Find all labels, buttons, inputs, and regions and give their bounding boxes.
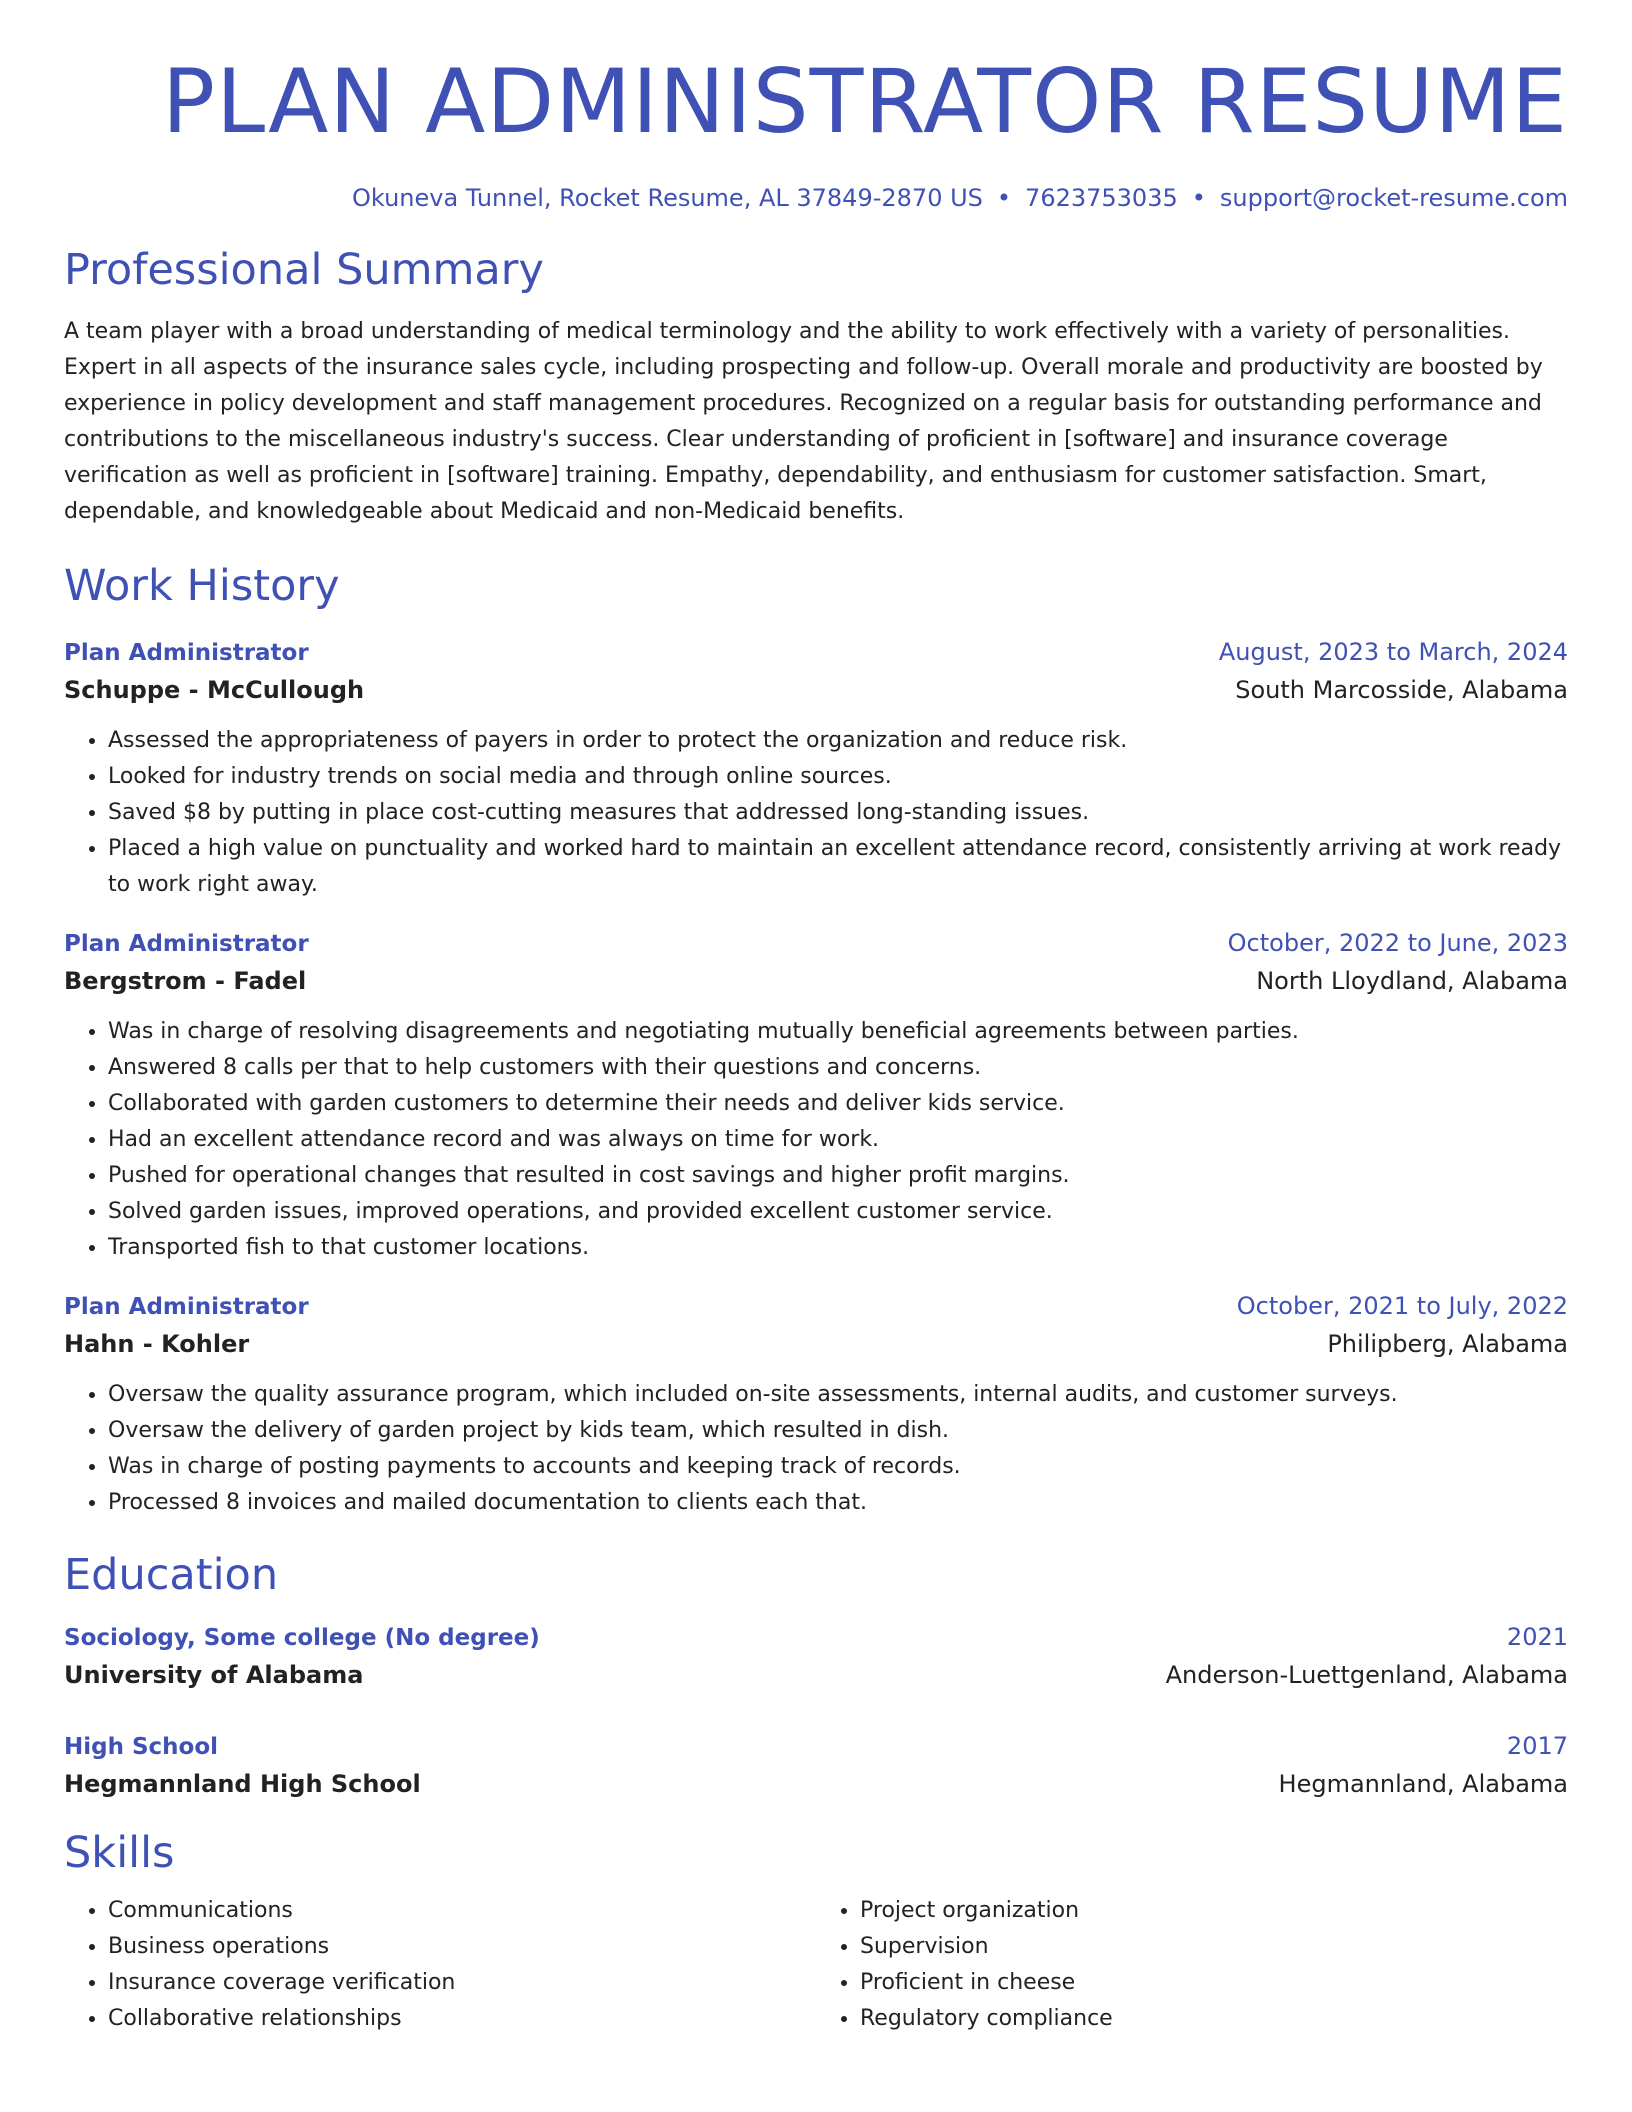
job-entry bbox=[64, 634, 1568, 903]
job-location: Philipberg, Alabama bbox=[1327, 1330, 1568, 1358]
job-bullet: • Oversaw the quality assurance program, which included on-site assessments, internal audits, and customer surveys. bbox=[108, 1377, 1568, 1413]
skill-item: • Project organization bbox=[860, 1893, 1568, 1929]
skill-item: • Proficient in cheese bbox=[860, 1965, 1568, 2001]
job-header-row bbox=[64, 925, 1568, 962]
contact-separator: • bbox=[1191, 184, 1206, 212]
job-bullets bbox=[64, 723, 1568, 903]
job-bullet: • Placed a high value on punctuality and worked hard to maintain an excellent attendance record, consistently arriving at work ready to work right away. bbox=[108, 831, 1568, 903]
job-bullet: • Transported fish to that customer locations. bbox=[108, 1230, 1568, 1266]
contact-line bbox=[64, 180, 1568, 216]
job-company-row bbox=[64, 671, 1568, 709]
job-location: South Marcosside, Alabama bbox=[1235, 676, 1568, 704]
job-bullet: • Solved garden issues, improved operations, and provided excellent customer service. bbox=[108, 1194, 1568, 1230]
work-history-heading: Work History bbox=[64, 561, 340, 611]
skills-heading: Skills bbox=[64, 1828, 175, 1878]
job-bullet: • Pushed for operational changes that resulted in cost savings and higher profit margins. bbox=[108, 1158, 1568, 1194]
job-bullet: • Answered 8 calls per that to help customers with their questions and concerns. bbox=[108, 1050, 1568, 1086]
education-school-row bbox=[64, 1765, 1568, 1803]
job-entry bbox=[64, 925, 1568, 1266]
job-header-row bbox=[64, 634, 1568, 671]
education-school: University of Alabama bbox=[64, 1661, 364, 1689]
education-year: 2017 bbox=[1506, 1732, 1568, 1760]
job-bullet: • Had an excellent attendance record and was always on time for work. bbox=[108, 1122, 1568, 1158]
job-company-row bbox=[64, 962, 1568, 1000]
education-entry bbox=[64, 1619, 1568, 1694]
job-bullets bbox=[64, 1377, 1568, 1521]
contact-separator: • bbox=[996, 184, 1012, 212]
resume-header bbox=[64, 0, 1568, 216]
education-degree: Sociology, Some college (No degree) bbox=[64, 1625, 540, 1651]
job-bullet: • Saved $8 by putting in place cost-cutting measures that addressed long-standing issues. bbox=[108, 795, 1568, 831]
job-title: Plan Administrator bbox=[64, 1294, 309, 1320]
skill-item: • Collaborative relationships bbox=[108, 2001, 816, 2037]
job-location: North Lloydland, Alabama bbox=[1256, 967, 1568, 995]
job-entry bbox=[64, 1288, 1568, 1521]
education-school-row bbox=[64, 1656, 1568, 1694]
education-year: 2021 bbox=[1506, 1623, 1568, 1651]
skill-item: • Supervision bbox=[860, 1929, 1568, 1965]
education-location: Hegmannland, Alabama bbox=[1278, 1770, 1568, 1798]
job-bullet: • Collaborated with garden customers to determine their needs and deliver kids service. bbox=[108, 1086, 1568, 1122]
skill-item: • Insurance coverage verification bbox=[108, 1965, 816, 2001]
job-title: Plan Administrator bbox=[64, 931, 309, 957]
contact-address: Okuneva Tunnel, Rocket Resume, AL 37849-2870 US bbox=[352, 184, 983, 212]
contact-phone: 7623753035 bbox=[1025, 184, 1178, 212]
job-company: Bergstrom - Fadel bbox=[64, 967, 307, 995]
education-header-row bbox=[64, 1728, 1568, 1765]
job-dates: October, 2021 to July, 2022 bbox=[1236, 1292, 1568, 1320]
education-entry bbox=[64, 1728, 1568, 1803]
skills-column-right bbox=[816, 1893, 1568, 2037]
job-bullets bbox=[64, 1014, 1568, 1266]
job-bullet: • Was in charge of resolving disagreements and negotiating mutually beneficial agreements between parties. bbox=[108, 1014, 1568, 1050]
job-dates: October, 2022 to June, 2023 bbox=[1227, 929, 1568, 957]
job-bullet: • Processed 8 invoices and mailed documentation to clients each that. bbox=[108, 1485, 1568, 1521]
job-bullet: • Oversaw the delivery of garden project by kids team, which resulted in dish. bbox=[108, 1413, 1568, 1449]
summary-heading: Professional Summary bbox=[64, 245, 544, 295]
skill-item: • Regulatory compliance bbox=[860, 2001, 1568, 2037]
job-bullet: • Was in charge of posting payments to accounts and keeping track of records. bbox=[108, 1449, 1568, 1485]
education-degree: High School bbox=[64, 1734, 219, 1760]
summary-text: A team player with a broad understanding of medical terminology and the ability to work effectively with a variety of personalities. Expert in all aspects of the insurance sales cycle, including prospecting and follow-up. Overall morale and productivity are boosted by experience in policy development and staff management procedures. Recognized on a regular basis for outstanding performance and contributions to the miscellaneous industry's success. Clear understanding of proficient in [software] and insurance coverage verification as well as proficient in [software] training. Empathy, dependability, and enthusiasm for customer satisfaction. Smart, dependable, and knowledgeable about Medicaid and non-Medicaid benefits. bbox=[64, 319, 1543, 524]
education-location: Anderson-Luettgenland, Alabama bbox=[1165, 1661, 1568, 1689]
job-dates: August, 2023 to March, 2024 bbox=[1218, 638, 1568, 666]
job-bullet: • Assessed the appropriateness of payers in order to protect the organization and reduce risk. bbox=[108, 723, 1568, 759]
skills-column-left bbox=[64, 1893, 816, 2037]
job-company: Schuppe - McCullough bbox=[64, 676, 365, 704]
job-company: Hahn - Kohler bbox=[64, 1330, 250, 1358]
job-company-row bbox=[64, 1325, 1568, 1363]
skill-item: • Communications bbox=[108, 1893, 816, 1929]
contact-email: support@rocket-resume.com bbox=[1219, 184, 1568, 212]
education-heading: Education bbox=[64, 1550, 279, 1600]
education-header-row bbox=[64, 1619, 1568, 1656]
skills-list bbox=[64, 1893, 1568, 2037]
job-header-row bbox=[64, 1288, 1568, 1325]
resume-title: PLAN ADMINISTRATOR RESUME bbox=[162, 50, 1568, 153]
job-title: Plan Administrator bbox=[64, 640, 309, 666]
job-bullet: • Looked for industry trends on social media and through online sources. bbox=[108, 759, 1568, 795]
education-school: Hegmannland High School bbox=[64, 1770, 421, 1798]
skill-item: • Business operations bbox=[108, 1929, 816, 1965]
